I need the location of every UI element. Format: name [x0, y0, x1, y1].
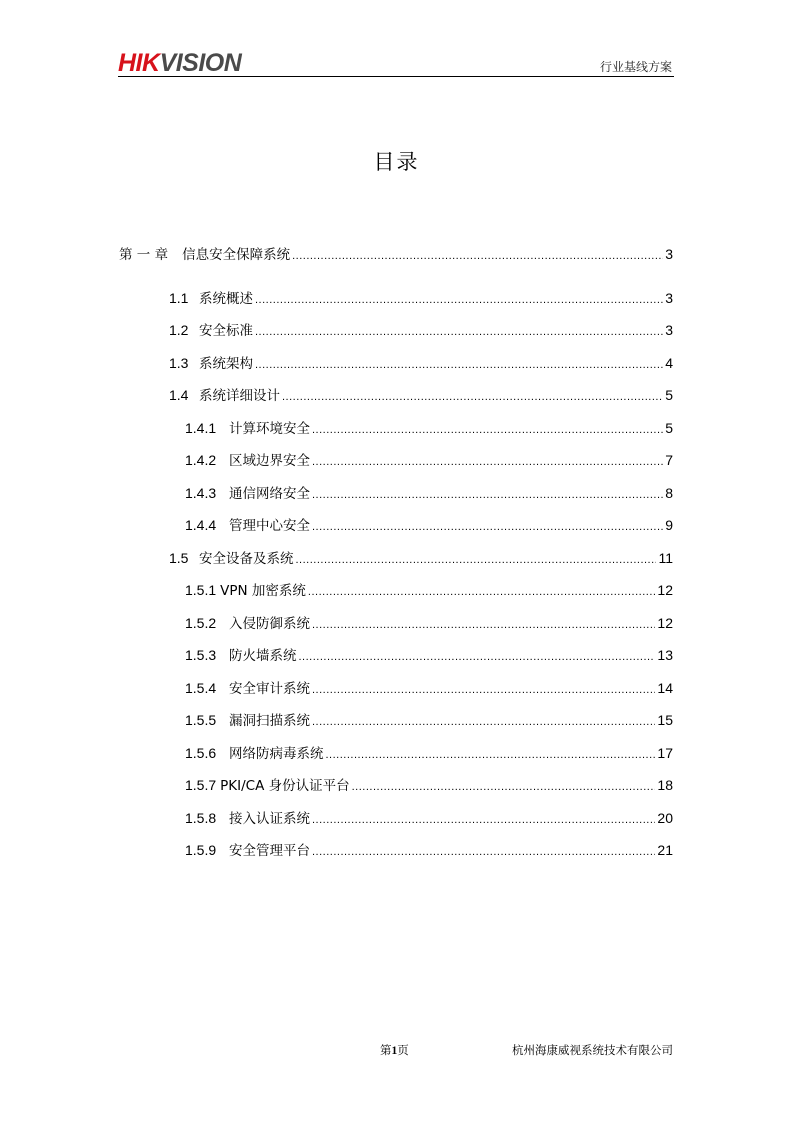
toc-entry-title: 安全设备及系统 — [199, 551, 294, 567]
toc-entry-page: 3 — [665, 246, 673, 262]
toc-entry-1-5-6[interactable] — [185, 744, 673, 762]
page-header — [118, 50, 674, 77]
toc-entry-page: 18 — [657, 777, 673, 793]
toc-entry-number: 1.5.7 — [185, 777, 217, 793]
toc-entry-title: 信息安全保障系统 — [182, 247, 291, 263]
toc-entry-title: 网络防病毒系统 — [229, 746, 324, 762]
toc-entry-title: 计算环境安全 — [229, 421, 310, 437]
toc-leader-dots — [312, 486, 663, 504]
toc-entry-page: 7 — [665, 452, 673, 468]
toc-leader-dots — [255, 291, 663, 309]
toc-entry-1-2[interactable] — [169, 321, 673, 339]
toc-entry-number: 1.5.4 — [185, 680, 217, 696]
toc-leader-dots — [312, 453, 663, 471]
toc-entry-1-5-5[interactable] — [185, 711, 673, 729]
page-number: 第1页 — [380, 1043, 409, 1057]
toc-entry-page: 17 — [657, 745, 673, 761]
toc-entry-title: 管理中心安全 — [229, 518, 310, 534]
toc-entry-number: 1.3 — [169, 355, 189, 371]
toc-entry-number: 1.5.3 — [185, 647, 217, 663]
toc-entry-number: 1.5.1 — [185, 582, 217, 598]
toc-entry-title: 通信网络安全 — [229, 486, 310, 502]
toc-entry-page: 15 — [657, 712, 673, 728]
toc-leader-dots — [312, 811, 655, 829]
toc-entry-page: 4 — [665, 355, 673, 371]
toc-entry-1-4-1[interactable] — [185, 419, 673, 437]
toc-entry-title: 区域边界安全 — [229, 453, 310, 469]
toc-entry-page: 13 — [657, 647, 673, 663]
toc-leader-dots — [296, 551, 657, 569]
toc-leader-dots — [292, 247, 663, 265]
toc-entry-title: 系统详细设计 — [199, 388, 280, 404]
toc-entry-1-5-2[interactable] — [185, 614, 673, 632]
toc-leader-dots — [308, 583, 656, 601]
toc-leader-dots — [312, 421, 663, 439]
toc-entry-1-5-3[interactable] — [185, 646, 673, 664]
hikvision-logo: HIKVISION — [118, 49, 242, 77]
toc-leader-dots — [352, 778, 656, 796]
toc-leader-dots — [312, 713, 655, 731]
toc-leader-dots — [312, 616, 655, 634]
toc-leader-dots — [312, 681, 655, 699]
toc-leader-dots — [282, 388, 663, 406]
toc-entry-title: 系统概述 — [199, 291, 253, 307]
toc-entry-number: 1.4.1 — [185, 420, 217, 436]
toc-entry-page: 21 — [657, 842, 673, 858]
toc-entry-1-3[interactable] — [169, 354, 673, 372]
toc-entry-page: 3 — [665, 290, 673, 306]
toc-entry-number: 1.4.4 — [185, 517, 217, 533]
toc-entry-page: 5 — [665, 387, 673, 403]
toc-entry-1-4-2[interactable] — [185, 451, 673, 469]
toc-entry-page: 20 — [657, 810, 673, 826]
toc-entry-title: 入侵防御系统 — [229, 616, 310, 632]
toc-entry-title: PKI/CA 身份认证平台 — [220, 778, 350, 794]
toc-entry-title: 接入认证系统 — [229, 811, 310, 827]
toc-entry-1-4[interactable] — [169, 386, 673, 404]
header-doc-type: 行业基线方案 — [599, 60, 672, 74]
toc-entry-title: 安全标准 — [199, 323, 253, 339]
toc-leader-dots — [299, 648, 656, 666]
toc-entry-1-5-7[interactable] — [185, 776, 673, 794]
toc-entry-number: 1.4 — [169, 387, 189, 403]
toc-entry-title: 安全审计系统 — [229, 681, 310, 697]
toc-entry-number: 1.4.2 — [185, 452, 217, 468]
toc-entry-title: 漏洞扫描系统 — [229, 713, 310, 729]
toc-leader-dots — [312, 843, 655, 861]
toc-entry-1-5[interactable] — [169, 549, 673, 567]
toc-entry-page: 5 — [665, 420, 673, 436]
toc-entry-title: 安全管理平台 — [229, 843, 310, 859]
toc-entry-number: 1.5.5 — [185, 712, 217, 728]
toc-entry-title: 防火墙系统 — [229, 648, 297, 664]
toc-entry-number: 1.5.8 — [185, 810, 217, 826]
toc-entry-page: 11 — [658, 550, 673, 566]
toc-entry-page: 12 — [657, 582, 673, 598]
toc-entry-title: VPN 加密系统 — [220, 583, 306, 599]
toc-entry-page: 14 — [657, 680, 673, 696]
toc-entry-number: 1.4.3 — [185, 485, 217, 501]
toc-entry-1-1[interactable] — [169, 289, 673, 307]
toc-leader-dots — [312, 518, 663, 536]
toc-entry-number: 第 一 章 — [119, 247, 169, 263]
toc-entry-number: 1.5.6 — [185, 745, 217, 761]
toc-leader-dots — [326, 746, 656, 764]
toc-entry-number: 1.5.9 — [185, 842, 217, 858]
toc-entry-1-4-3[interactable] — [185, 484, 673, 502]
toc-entry-1-4-4[interactable] — [185, 516, 673, 534]
toc-entry-number: 1.5.2 — [185, 615, 217, 631]
toc-entry-page: 9 — [665, 517, 673, 533]
company-name: 杭州海康威视系统技术有限公司 — [512, 1043, 673, 1057]
toc-entry-1-5-4[interactable] — [185, 679, 673, 697]
toc-leader-dots — [255, 356, 663, 374]
toc-entry-1-5-8[interactable] — [185, 809, 673, 827]
toc-entry-number: 1.5 — [169, 550, 189, 566]
toc-entry-number: 1.1 — [169, 290, 189, 306]
toc-leader-dots — [255, 323, 663, 341]
page-title: 目录 — [373, 150, 420, 174]
toc-entry-page: 8 — [665, 485, 673, 501]
toc-entry-1-5-9[interactable] — [185, 841, 673, 859]
toc-entry-page: 12 — [657, 615, 673, 631]
toc-entry-number: 1.2 — [169, 322, 189, 338]
toc-entry-1-5-1[interactable] — [185, 581, 673, 599]
toc-entry-chapter-1[interactable] — [119, 245, 673, 263]
toc-entry-page: 3 — [665, 322, 673, 338]
toc-entry-title: 系统架构 — [199, 356, 253, 372]
